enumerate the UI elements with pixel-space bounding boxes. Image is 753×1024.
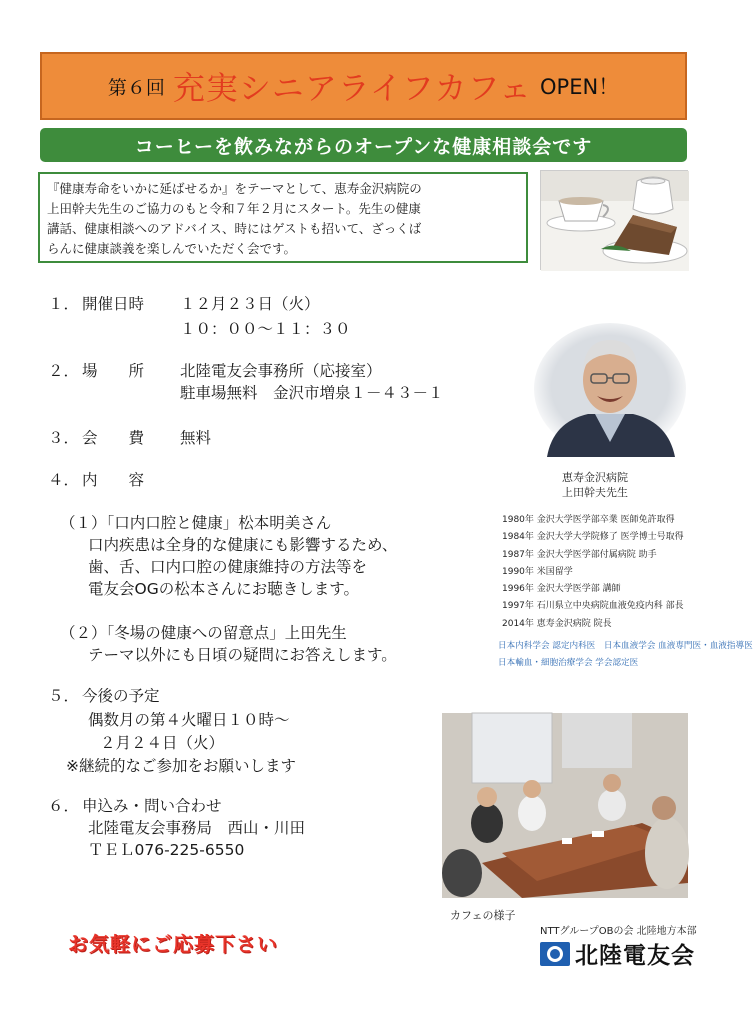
contact-office: 北陸電友会事務局 西山・川田 xyxy=(88,819,306,837)
doctor-societies xyxy=(498,638,753,672)
society-entry: 日本内科学会 認定内科医 日本血液学会 血液専門医・血液指導医 xyxy=(498,641,753,651)
content-line: 口内疾患は全身的な健康にも影響するため、 xyxy=(88,536,398,554)
event-time: １０：００～１１：３０ xyxy=(180,320,351,338)
content-item-2 xyxy=(60,622,397,666)
content-item-1 xyxy=(60,512,397,600)
item-label: 開催日時 xyxy=(82,295,145,313)
career-entry: 1990年 米国留学 xyxy=(502,566,573,577)
item-number: ３． xyxy=(48,429,80,447)
content-line: 電友会OGの松本さんにお聴きします。 xyxy=(88,580,359,598)
item-number: ４． xyxy=(48,471,80,489)
item-number: ２． xyxy=(48,362,80,380)
career-entry: 1980年 金沢大学医学部卒業 医師免許取得 xyxy=(502,515,675,525)
career-entry: 1997年 石川県立中央病院血液免疫内科 部長 xyxy=(502,601,684,612)
doctor-hospital: 恵寿金沢病院 xyxy=(562,471,628,484)
career-entry: 1987年 金沢大学医学部付属病院 助手 xyxy=(502,549,657,560)
item-number: ６． xyxy=(48,797,80,815)
intro-box xyxy=(38,172,528,263)
career-entry: 2014年 恵寿金沢病院 院長 xyxy=(502,618,612,629)
item-label: 会 費 xyxy=(82,429,145,447)
event-open-label: OPEN！ xyxy=(540,75,620,99)
event-round: 第６回 xyxy=(107,76,165,99)
content-heading: （２）「冬場の健康への留意点」上田先生 xyxy=(60,624,347,642)
event-venue: 北陸電友会事務所（応接室） xyxy=(180,362,382,380)
schedule-note: ※継続的なご参加をお願いします xyxy=(66,757,296,775)
society-entry: 日本輸血・細胞治療学会 学会認定医 xyxy=(498,658,639,668)
subtitle-banner: コーヒーを飲みながらのオープンな健康相談会です xyxy=(40,128,687,162)
intro-line: 講話、健康相談へのアドバイス、時にはゲストも招いて、ざっくば xyxy=(47,221,422,236)
item-label: 場 所 xyxy=(82,362,145,380)
event-title: 充実シニアライフカフェ xyxy=(172,69,532,107)
item-label: 今後の予定 xyxy=(82,687,160,705)
title-banner xyxy=(40,52,687,120)
career-entry: 1984年 金沢大学大学院修了 医学博士号取得 xyxy=(502,532,684,543)
content-line: 歯、舌、口内口腔の健康維持の方法等を xyxy=(88,558,368,576)
schedule-line: 偶数月の第４火曜日１０時～ xyxy=(88,711,290,729)
item-number: １． xyxy=(48,295,80,313)
schedule-next-date: ２月２４日（火） xyxy=(100,734,225,752)
slogan: お気軽にご応募下さい xyxy=(68,932,278,956)
doctor-caption xyxy=(562,470,628,500)
item-label: 内 容 xyxy=(82,471,145,489)
cafe-photo xyxy=(442,713,688,898)
org-logo-icon xyxy=(540,942,570,964)
contact-phone: ＴＥＬ076-225-6550 xyxy=(88,841,245,859)
cafe-caption: カフェの様子 xyxy=(450,909,516,922)
intro-line: 上田幹夫先生のご協力のもと令和７年２月にスタート。先生の健康 xyxy=(47,201,421,216)
doctor-career xyxy=(502,512,684,633)
org-name: 北陸電友会 xyxy=(575,943,695,969)
event-date: １２月２３日（火） xyxy=(180,295,320,313)
event-fee: 無料 xyxy=(180,429,212,447)
coffee-photo xyxy=(540,170,688,270)
intro-line: らんに健康談義を楽しんでいただく会です。 xyxy=(47,241,297,256)
item-label: 申込み・問い合わせ xyxy=(82,797,222,815)
org-subtitle: NTTグループOBの会 北陸地方本部 xyxy=(540,926,697,937)
doctor-portrait xyxy=(533,322,688,457)
content-heading: （１）「口内口腔と健康」松本明美さん xyxy=(60,514,332,532)
item-number: ５． xyxy=(48,687,80,705)
career-entry: 1996年 金沢大学医学部 講師 xyxy=(502,584,621,595)
event-address: 駐車場無料 金沢市増泉１－４３－１ xyxy=(180,384,444,402)
doctor-name: 上田幹夫先生 xyxy=(562,486,628,499)
intro-line: 『健康寿命をいかに延ばせるか』をテーマとして、恵寿金沢病院の xyxy=(47,181,422,196)
content-line: テーマ以外にも日頃の疑問にお答えします。 xyxy=(88,646,397,664)
